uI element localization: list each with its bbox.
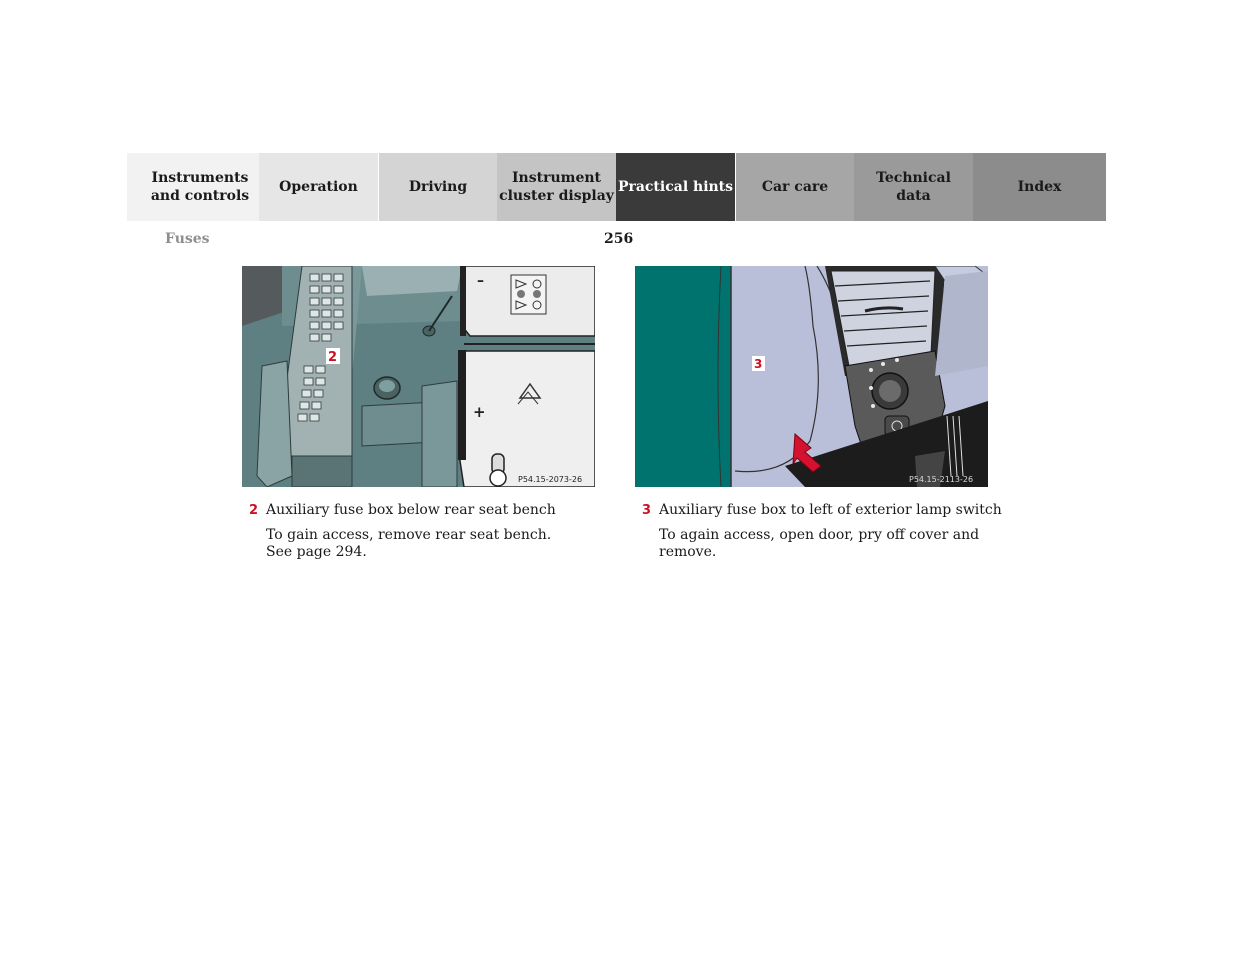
tab-label: Car care: [761, 179, 829, 195]
tab-instrument-cluster-display[interactable]: [497, 153, 616, 221]
tab-label: Technical data: [876, 170, 951, 204]
tab-operation[interactable]: [259, 153, 378, 221]
figure-caption-body: See page 294.: [266, 544, 367, 560]
figure-caption-title: Auxiliary fuse box to left of exterior lamp switch: [659, 502, 1002, 518]
figure-code: P54.15-2113-26: [909, 475, 974, 484]
figure-caption-body: remove.: [659, 544, 717, 560]
callout-number: 3: [754, 357, 763, 371]
tab-label: Index: [1017, 179, 1062, 195]
tab-car-care[interactable]: [735, 153, 854, 221]
tab-practical-hints[interactable]: [616, 153, 735, 221]
figure-caption-body: To again access, open door, pry off cover and: [659, 527, 980, 543]
tab-instruments-and-controls[interactable]: [127, 153, 259, 221]
item-number: 2: [249, 503, 259, 518]
tab-driving[interactable]: [378, 153, 497, 221]
tab-technical-data[interactable]: [854, 153, 973, 221]
tab-label: Practical hints: [617, 179, 734, 195]
figure-caption-title: Auxiliary fuse box below rear seat bench: [266, 502, 556, 518]
dashboard-illustration: [635, 266, 988, 487]
figure-lamp-switch-fuse-box: [635, 266, 988, 487]
minus-terminal-label: –: [477, 273, 484, 289]
tab-label: Instrument cluster display: [499, 170, 614, 204]
tab-index[interactable]: [973, 153, 1106, 221]
item-number: 3: [642, 503, 652, 518]
plus-terminal-label: +: [473, 403, 486, 421]
tab-label: Instruments and controls: [150, 170, 250, 204]
page-number: 256: [604, 231, 634, 247]
section-title: Fuses: [165, 231, 210, 247]
figure-rear-seat-fuse-box: [242, 266, 595, 487]
callout-number: 2: [328, 350, 338, 365]
fuse-box-illustration: [242, 266, 595, 487]
tab-label: Operation: [279, 179, 358, 195]
chapter-tabs: [127, 153, 1108, 221]
figure-caption-body: To gain access, remove rear seat bench.: [266, 527, 552, 543]
figure-code: P54.15-2073-26: [518, 475, 583, 484]
tab-label: Driving: [408, 179, 468, 195]
